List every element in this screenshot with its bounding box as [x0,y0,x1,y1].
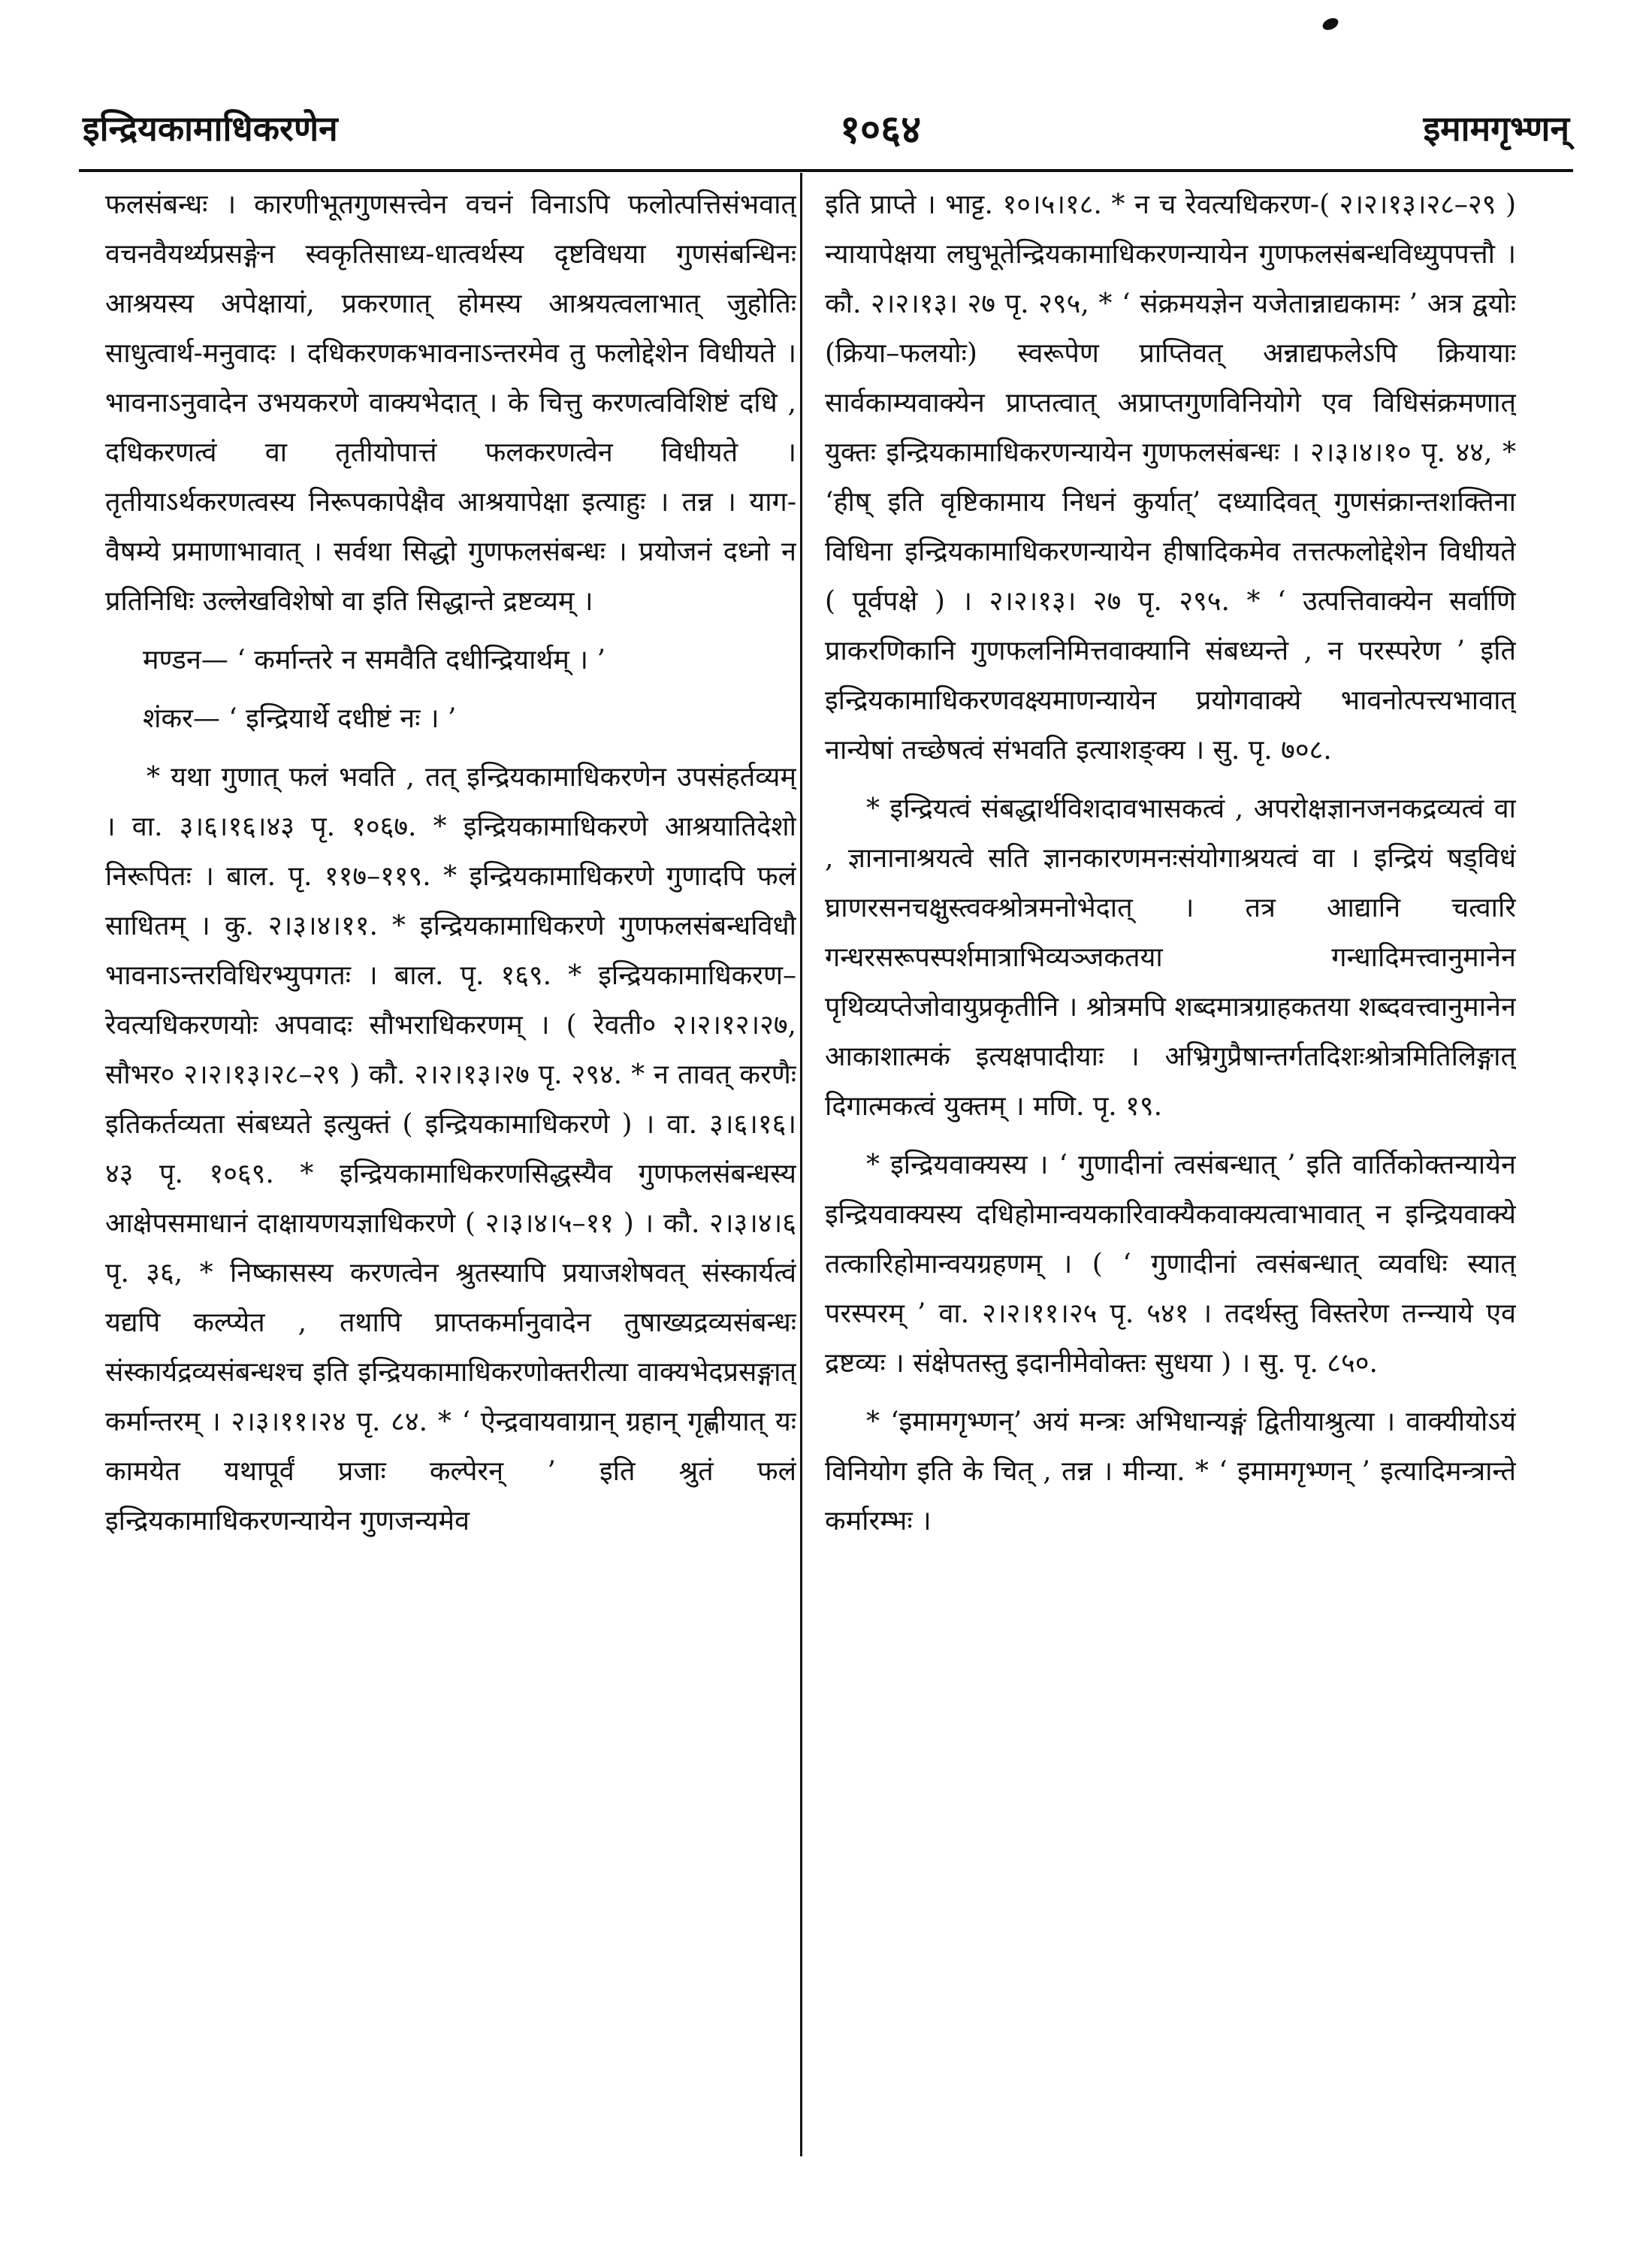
ink-mark [1321,16,1340,32]
header-right-title: इमामगृभ्णन् [1423,108,1569,149]
page-number: १०६४ [840,107,922,153]
right-column [825,180,1516,2153]
verse-shankara: शंकर— ‘ इन्द्रियार्थे दधीष्टं नः । ’ [143,703,457,734]
verse-mandana: मण्डन— ‘ कर्मान्तरे न समवैति दधीन्द्रियार्थम् । ’ [143,645,606,675]
page-header [83,98,1569,158]
paragraph: * इन्द्रियत्वं संबद्धार्थविशदावभासकत्वं , अपरोक्षज्ञानजनकद्रव्यत्वं वा , ज्ञानानाश्रयत्वे सति ज्ञानकारणमनःसंयोगाश्रयत्वं वा । इन्द्रियं षड्विधं घ्राणरसनचक्षुस्त्वक्श्रोत्रमनोभेदात् । तत्र आद्यानि चत्वारि गन्धरसरूपस्पर्शमात्राभिव्यञ्जकतया गन्धादिमत्त्वानुमानेन पृथिव्यप्तेजोवायुप्रकृतीनि । श्रोत्रमपि शब्दमात्रग्राहकतया शब्दवत्त्वानुमानेन आकाशात्मकं इत्यक्षपादीयाः । अभ्रिगुप्रैषान्तर्गतदिशःश्रोत्रमितिलिङ्गात् दिगात्मकत्वं युक्तम् । मणि. पृ. १९. [825,793,1516,1122]
header-rule [79,169,1573,172]
paragraph: * ‘इमामगृभ्णन्’ अयं मन्त्रः अभिधान्यङ्गं द्वितीयाश्रुत्या । वाक्यीयोऽयं विनियोग इति के चित् , तन्न । मीन्या. * ‘ इमामगृभ्णन् ’ इत्यादिमन्त्रान्ते कर्मारम्भः । [825,1407,1516,1536]
paragraph: फलसंबन्धः । कारणीभूतगुणसत्त्वेन वचनं विनाऽपि फलोत्पत्तिसंभवात् वचनवैयर्थ्यप्रसङ्गेन स्वकृतिसाध्य-धात्वर्थस्य दृष्टविधया गुणसंबन्धिनः आश्रयस्य अपेक्षायां, प्रकरणात् होमस्य आश्रयत्वलाभात् जुहोतिः साधुत्वार्थ-मनुवादः । दधिकरणकभावनाऽन्तरमेव तु फलोद्देशेन विधीयते । भावनाऽनुवादेन उभयकरणे वाक्यभेदात् । के चित्तु करणत्वविशिष्टं दधि , दधिकरणत्वं वा तृतीयोपात्तं फलकरणत्वेन विधीयते । तृतीयाऽर्थकरणत्वस्य निरूपकापेक्षैव आश्रयापेक्षा इत्याहुः । तन्न । याग-वैषम्ये प्रमाणाभावात् । सर्वथा सिद्धो गुणफलसंबन्धः । प्रयोजनं दध्नो न प्रतिनिधिः उल्लेखविशेषो वा इति सिद्धान्ते द्रष्टव्यम् । [105,189,796,617]
column-divider [800,173,802,2156]
left-column [105,180,796,2153]
paragraph: * इन्द्रियवाक्यस्य । ‘ गुणादीनां त्वसंबन्धात् ’ इति वार्तिकोक्तन्यायेन इन्द्रियवाक्यस्य दधिहोमान्वयकारिवाक्यैकवाक्यत्वाभावात् न इन्द्रियवाक्ये तत्कारिहोमान्वयग्रहणम् । ( ‘ गुणादीनां त्वसंबन्धात् व्यवधिः स्यात् परस्परम् ’ वा. २।२।११।२५ पृ. ५४१ । तदर्थस्तु विस्तरेण तन्न्याये एव द्रष्टव्यः । संक्षेपतस्तु इदानीमेवोक्तः सुधया ) । सु. पृ. ८५०. [825,1150,1516,1379]
header-left-title: इन्द्रियकामाधिकरणेन [83,108,338,149]
paragraph: * यथा गुणात् फलं भवति , तत् इन्द्रियकामाधिकरणेन उपसंहर्तव्यम् । वा. ३।६।१६।४३ पृ. १०६७. * इन्द्रियकामाधिकरणे आश्रयातिदेशो निरूपितः । बाल. पृ. ११७–११९. * इन्द्रियकामाधिकरणे गुणादपि फलं साधितम् । कु. २।३।४।११. * इन्द्रियकामाधिकरणे गुणफलसंबन्धविधौ भावनाऽन्तरविधिरभ्युपगतः । बाल. पृ. १६९. * इन्द्रियकामाधिकरण–रेवत्यधिकरणयोः अपवादः सौभराधिकरणम् । ( रेवती० २।२।१२।२७, सौभर० २।२।१३।२८–२९ ) कौ. २।२।१३।२७ पृ. २९४. * न तावत् करणैः इतिकर्तव्यता संबध्यते इत्युक्तं ( इन्द्रियकामाधिकरणे ) । वा. ३।६।१६।४३ पृ. १०६९. * इन्द्रियकामाधिकरणसिद्धस्यैव गुणफलसंबन्धस्य आक्षेपसमाधानं दाक्षायणयज्ञाधिकरणे ( २।३।४।५–११ ) । कौ. २।३।४।६ पृ. ३६, * निष्कासस्य करणत्वेन श्रुतस्यापि प्रयाजशेषवत् संस्कार्यत्वं यद्यपि कल्प्येत , तथापि प्राप्तकर्मानुवादेन तुषाख्यद्रव्यसंबन्धः संस्कार्यद्रव्यसंबन्धश्च इति इन्द्रियकामाधिकरणोक्तरीत्या वाक्यभेदप्रसङ्गात् कर्मान्तरम् । २।३।११।२४ पृ. ८४. * ‘ ऐन्द्रवायवाग्रान् ग्रहान् गृह्णीयात् यः कामयेत यथापूर्वं प्रजाः कल्पेरन् ’ इति श्रुतं फलं इन्द्रियकामाधिकरणन्यायेन गुणजन्यमेव [105,762,796,1536]
paragraph: इति प्राप्ते । भाट्ट. १०।५।१८. * न च रेवत्यधिकरण-( २।२।१३।२८–२९ ) न्यायापेक्षया लघुभूतेन्द्रियकामाधिकरणन्यायेन गुणफलसंबन्धविध्युपपत्तौ । कौ. २।२।१३। २७ पृ. २९५, * ‘ संक्रमयज्ञेन यजेतान्नाद्यकामः ’ अत्र द्वयोः (क्रिया–फलयोः) स्वरूपेण प्राप्तिवत् अन्नाद्यफलेऽपि क्रियायाः सार्वकाम्यवाक्येन प्राप्तत्वात् अप्राप्तगुणविनियोगे एव विधिसंक्रमणात् युक्तः इन्द्रियकामाधिकरणन्यायेन गुणफलसंबन्धः । २।३।४।१० पृ. ४४, * ‘हीष् इति वृष्टिकामाय निधनं कुर्यात्’ दध्यादिवत् गुणसंक्रान्तशक्तिना विधिना इन्द्रियकामाधिकरणन्यायेन हीषादिकमेव तत्तत्फलोद्देशेन विधीयते ( पूर्वपक्षे ) । २।२।१३। २७ पृ. २९५. * ‘ उत्पत्तिवाक्येन सर्वाणि प्राकरणिकानि गुणफलनिमित्तवाक्यानि संबध्यन्ते , न परस्परेण ’ इति इन्द्रियकामाधिकरणवक्ष्यमाणन्यायेन प्रयोगवाक्ये भावनोत्पत्त्यभावात् नान्येषां तच्छेषत्वं संभवति इत्याशङ्क्य । सु. पृ. ७०८. [825,189,1516,766]
